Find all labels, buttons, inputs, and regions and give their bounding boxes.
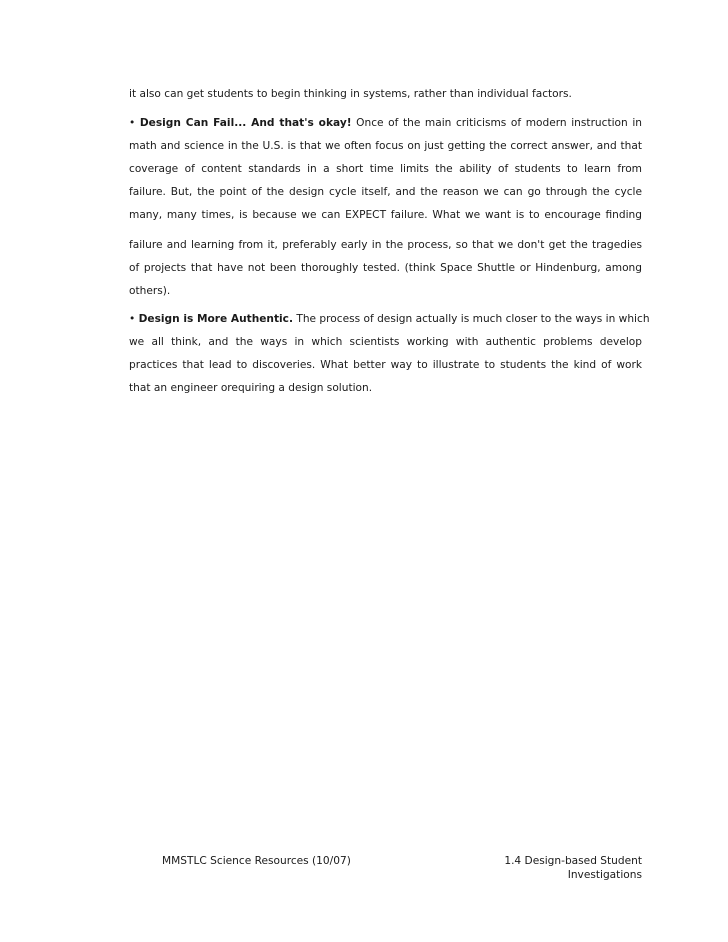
paragraph-line (129, 115, 642, 131)
paragraph-line: practices that lead to discoveries. What better way to illustrate to students the kind of work (129, 359, 642, 371)
footer-section-line: Investigations (567, 869, 642, 881)
paragraph-line: math and science in the U.S. is that we often focus on just getting the correct answer, and that (129, 140, 642, 152)
paragraph-line: we all think, and the ways in which scientists working with authentic problems develop (129, 336, 642, 348)
footer-section (504, 854, 642, 882)
paragraph-line: that an engineer orequiring a design solution. (129, 382, 373, 394)
footer-source: MMSTLC Science Resources (10/07) (162, 855, 351, 867)
paragraph-line: of projects that have not been thoroughly tested. (think Space Shuttle or Hindenburg, among (129, 262, 642, 274)
paragraph-line: many, many times, is because we can EXPECT failure. What we want is to encourage finding (129, 209, 642, 221)
paragraph-line: others). (129, 285, 171, 297)
paragraph-line: it also can get students to begin thinking in systems, rather than individual factors. (129, 88, 572, 100)
bullet-glyph: • (129, 313, 136, 325)
paragraph-line: coverage of content standards in a short time limits the ability of students to learn from (129, 163, 642, 175)
paragraph-line: failure. But, the point of the design cycle itself, and the reason we can go through the cycle (129, 186, 642, 198)
paragraph-line (129, 311, 650, 327)
paragraph-line: failure and learning from it, preferably early in the process, so that we don't get the tragedies (129, 239, 642, 251)
bullet-glyph: • (129, 117, 136, 129)
body-text (129, 86, 650, 396)
paragraph-text: Once of the main criticisms of modern instruction in (356, 117, 642, 129)
footer-section-line: 1.4 Design-based Student (504, 855, 642, 867)
section-heading-design-authentic: Design is More Authentic. (138, 313, 293, 325)
section-heading-design-can-fail: Design Can Fail... And that's okay! (139, 117, 352, 129)
paragraph-text: The process of design actually is much closer to the ways in which (296, 313, 650, 325)
